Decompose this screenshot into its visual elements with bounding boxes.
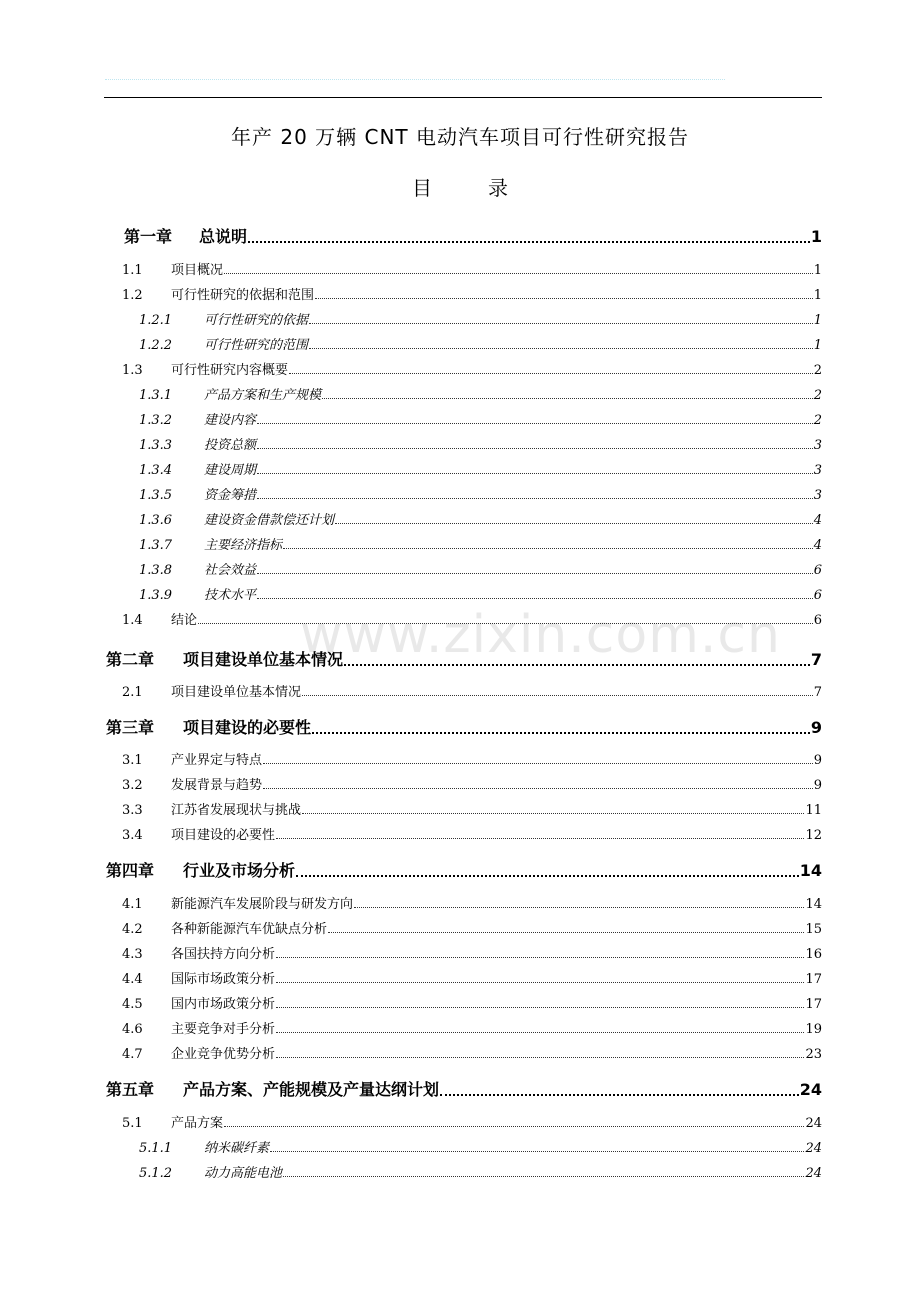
- toc-entry-page: 9: [810, 718, 822, 737]
- toc-entry-number: 1.3.1: [139, 388, 173, 403]
- toc-entry-number: 5.1: [122, 1116, 143, 1131]
- toc-dot-leader: [328, 932, 804, 933]
- toc-entry[interactable]: [122, 1112, 822, 1131]
- toc-entry-title: 产品方案: [171, 1116, 224, 1131]
- toc-entry[interactable]: [139, 1162, 822, 1181]
- toc-entry-title: 主要经济指标: [204, 538, 283, 553]
- toc-dot-leader: [354, 907, 804, 908]
- toc-entry-title: 企业竞争优势分析: [171, 1047, 276, 1062]
- toc-entry[interactable]: [122, 359, 822, 378]
- toc-entry-page: 3: [813, 463, 822, 478]
- toc-dot-leader: [257, 573, 813, 574]
- toc-entry-number: 3.3: [122, 803, 143, 818]
- toc-dot-leader: [270, 1151, 804, 1152]
- toc-dot-leader: [289, 373, 813, 374]
- toc-entry-number: 1.3.4: [139, 463, 173, 478]
- toc-entry-number: 4.1: [122, 897, 143, 912]
- toc-entry-page: 9: [813, 778, 822, 793]
- toc-entry-number: 1.3.9: [139, 588, 173, 603]
- toc-dot-leader: [257, 448, 813, 449]
- toc-entry-title: 投资总额: [204, 438, 257, 453]
- toc-entry-page: 14: [799, 861, 822, 880]
- toc-entry-title: 可行性研究的依据和范围: [171, 288, 315, 303]
- toc-entry[interactable]: [122, 1043, 822, 1062]
- toc-entry-title: 国内市场政策分析: [171, 997, 276, 1012]
- toc-entry-number: 3.1: [122, 753, 143, 768]
- toc-dot-leader: [276, 982, 804, 983]
- toc-entry-number: 第四章: [106, 861, 155, 880]
- toc-entry-title: 新能源汽车发展阶段与研发方向: [171, 897, 354, 912]
- toc-entry-number: 第五章: [106, 1080, 155, 1099]
- toc-entry-title: 产业界定与特点: [171, 753, 263, 768]
- toc-entry-page: 24: [805, 1116, 822, 1131]
- toc-dot-leader: [224, 1126, 804, 1127]
- toc-entry-page: 6: [813, 563, 822, 578]
- toc-entry-page: 1: [813, 338, 822, 353]
- toc-dot-leader: [283, 548, 813, 549]
- toc-entry-page: 7: [813, 685, 822, 700]
- toc-entry-page: 23: [805, 1047, 822, 1062]
- toc-entry-number: 1.2.2: [139, 338, 173, 353]
- toc-dot-leader: [335, 523, 813, 524]
- toc-entry-page: 24: [805, 1141, 822, 1156]
- toc-dot-leader: [257, 473, 813, 474]
- toc-entry[interactable]: [139, 509, 822, 528]
- toc-heading: [0, 172, 920, 201]
- toc-entry[interactable]: [139, 309, 822, 328]
- toc-entry-number: 4.2: [122, 922, 143, 937]
- toc-entry-page: 2: [813, 363, 822, 378]
- toc-entry-page: 19: [805, 1022, 822, 1037]
- toc-entry-number: 1.4: [122, 613, 143, 628]
- toc-heading-left: 目: [412, 176, 432, 200]
- toc-entry[interactable]: [122, 918, 822, 937]
- toc-entry-title: 建设资金借款偿还计划: [204, 513, 335, 528]
- toc-entry-page: 14: [805, 897, 822, 912]
- toc-entry-page: 2: [813, 388, 822, 403]
- toc-entry-number: 2.1: [122, 685, 143, 700]
- toc-dot-leader: [257, 423, 813, 424]
- toc-dot-leader: [322, 398, 813, 399]
- watermark: www.zixin.com.cn: [300, 605, 781, 665]
- toc-entry[interactable]: [139, 1137, 822, 1156]
- toc-entry-page: 17: [805, 972, 822, 987]
- toc-entry-number: 第三章: [106, 718, 155, 737]
- toc-entry-page: 15: [805, 922, 822, 937]
- toc-entry[interactable]: [122, 259, 822, 278]
- toc-entry-title: 国际市场政策分析: [171, 972, 276, 987]
- toc-entry[interactable]: [122, 993, 822, 1012]
- header-dotted-line: [105, 79, 725, 80]
- toc-entry-title: 各种新能源汽车优缺点分析: [171, 922, 328, 937]
- toc-entry-title: 产品方案和生产规模: [204, 388, 322, 403]
- toc-entry-title: 可行性研究内容概要: [171, 363, 289, 378]
- toc-entry-page: 1: [813, 313, 822, 328]
- toc-entry-page: 1: [813, 288, 822, 303]
- toc-entry-page: 4: [813, 513, 822, 528]
- toc-entry-number: 1.2: [122, 288, 143, 303]
- toc-entry-page: 6: [813, 588, 822, 603]
- toc-entry-page: 9: [813, 753, 822, 768]
- toc-dot-leader: [276, 1032, 804, 1033]
- toc-entry-number: 4.5: [122, 997, 143, 1012]
- toc-entry-page: 1: [810, 227, 822, 246]
- toc-dot-leader: [263, 763, 813, 764]
- toc-entry-title: 项目建设单位基本情况: [183, 650, 344, 669]
- toc-entry-number: 4.6: [122, 1022, 143, 1037]
- toc-entry-page: 7: [810, 650, 822, 669]
- toc-heading-right: 录: [488, 176, 508, 200]
- toc-entry[interactable]: [122, 799, 822, 818]
- toc-entry-title: 技术水平: [204, 588, 257, 603]
- toc-entry-number: 1.3: [122, 363, 143, 378]
- toc-chapter-entry[interactable]: [106, 715, 822, 738]
- toc-dot-leader: [440, 1094, 799, 1096]
- toc-entry[interactable]: [139, 459, 822, 478]
- toc-entry[interactable]: [122, 609, 822, 628]
- toc-dot-leader: [276, 957, 804, 958]
- toc-entry-page: 2: [813, 413, 822, 428]
- toc-dot-leader: [263, 788, 813, 789]
- toc-dot-leader: [309, 348, 813, 349]
- toc-entry-page: 24: [805, 1166, 822, 1181]
- toc-entry-number: 5.1.1: [139, 1141, 173, 1156]
- toc-entry-title: 结论: [171, 613, 198, 628]
- toc-entry-number: 1.3.2: [139, 413, 173, 428]
- toc-dot-leader: [302, 695, 813, 696]
- toc-chapter-entry[interactable]: [106, 647, 822, 670]
- toc-dot-leader: [312, 732, 810, 734]
- toc-entry-title: 可行性研究的依据: [204, 313, 309, 328]
- toc-entry-title: 可行性研究的范围: [204, 338, 309, 353]
- toc-entry[interactable]: [139, 434, 822, 453]
- toc-dot-leader: [198, 623, 813, 624]
- toc-chapter-entry[interactable]: [124, 224, 822, 247]
- toc-dot-leader: [315, 298, 813, 299]
- toc-entry-page: 6: [813, 613, 822, 628]
- toc-dot-leader: [248, 241, 810, 243]
- toc-entry-title: 总说明: [199, 227, 248, 246]
- toc-entry[interactable]: [122, 774, 822, 793]
- toc-entry-title: 主要竞争对手分析: [171, 1022, 276, 1037]
- toc-entry-title: 行业及市场分析: [183, 861, 296, 880]
- toc-entry-page: 16: [805, 947, 822, 962]
- toc-dot-leader: [344, 664, 810, 666]
- toc-entry-number: 5.1.2: [139, 1166, 173, 1181]
- toc-entry[interactable]: [122, 943, 822, 962]
- toc-entry[interactable]: [139, 559, 822, 578]
- toc-entry-title: 动力高能电池: [204, 1166, 283, 1181]
- toc-entry[interactable]: [139, 409, 822, 428]
- toc-dot-leader: [257, 498, 813, 499]
- toc-entry-title: 项目建设单位基本情况: [171, 685, 302, 700]
- toc-entry-number: 第二章: [106, 650, 155, 669]
- toc-entry-title: 资金筹措: [204, 488, 257, 503]
- toc-entry-title: 发展背景与趋势: [171, 778, 263, 793]
- toc-entry-number: 4.3: [122, 947, 143, 962]
- toc-entry-number: 1.1: [122, 263, 143, 278]
- toc-entry-page: 4: [813, 538, 822, 553]
- toc-entry[interactable]: [122, 284, 822, 303]
- toc-entry-number: 1.3.5: [139, 488, 173, 503]
- toc-entry[interactable]: [122, 893, 822, 912]
- toc-dot-leader: [309, 323, 813, 324]
- toc-chapter-entry[interactable]: [106, 1077, 822, 1100]
- toc-entry-number: 第一章: [124, 227, 173, 246]
- toc-dot-leader: [276, 1007, 804, 1008]
- toc-entry-page: 3: [813, 488, 822, 503]
- toc-entry-number: 1.3.3: [139, 438, 173, 453]
- toc-entry-title: 社会效益: [204, 563, 257, 578]
- toc-entry-number: 1.2.1: [139, 313, 173, 328]
- toc-entry-number: 4.4: [122, 972, 143, 987]
- toc-entry-title: 项目建设的必要性: [171, 828, 276, 843]
- toc-entry[interactable]: [122, 681, 822, 700]
- toc-entry[interactable]: [139, 334, 822, 353]
- toc-entry-page: 12: [805, 828, 822, 843]
- toc-entry[interactable]: [139, 584, 822, 603]
- toc-entry[interactable]: [139, 534, 822, 553]
- toc-entry-title: 纳米碳纤素: [204, 1141, 270, 1156]
- toc-entry-page: 3: [813, 438, 822, 453]
- toc-dot-leader: [224, 273, 813, 274]
- toc-entry-title: 建设周期: [204, 463, 257, 478]
- toc-entry-number: 1.3.6: [139, 513, 173, 528]
- toc-dot-leader: [276, 1057, 804, 1058]
- toc-entry-title: 项目概况: [171, 263, 224, 278]
- toc-entry-title: 建设内容: [204, 413, 257, 428]
- toc-entry-number: 1.3.8: [139, 563, 173, 578]
- toc-entry-number: 3.4: [122, 828, 143, 843]
- toc-entry-page: 11: [805, 803, 822, 818]
- toc-entry-page: 17: [805, 997, 822, 1012]
- toc-entry[interactable]: [139, 384, 822, 403]
- toc-entry-title: 项目建设的必要性: [183, 718, 312, 737]
- toc-chapter-entry[interactable]: [106, 858, 822, 881]
- toc-entry[interactable]: [139, 484, 822, 503]
- toc-entry-title: 产品方案、产能规模及产量达纲计划: [183, 1080, 440, 1099]
- toc-entry[interactable]: [122, 824, 822, 843]
- toc-dot-leader: [276, 838, 804, 839]
- toc-entry-page: 24: [799, 1080, 822, 1099]
- header-rule: [104, 97, 822, 98]
- toc-entry-number: 1.3.7: [139, 538, 173, 553]
- toc-dot-leader: [296, 875, 799, 877]
- toc-dot-leader: [302, 813, 804, 814]
- document-title: 年产 20 万辆 CNT 电动汽车项目可行性研究报告: [230, 125, 690, 149]
- toc-entry-page: 1: [813, 263, 822, 278]
- toc-entry[interactable]: [122, 968, 822, 987]
- toc-entry-title: 江苏省发展现状与挑战: [171, 803, 302, 818]
- toc-dot-leader: [257, 598, 813, 599]
- toc-entry-number: 3.2: [122, 778, 143, 793]
- toc-dot-leader: [283, 1176, 804, 1177]
- toc-entry[interactable]: [122, 1018, 822, 1037]
- toc-entry-title: 各国扶持方向分析: [171, 947, 276, 962]
- toc-entry-number: 4.7: [122, 1047, 143, 1062]
- toc-entry[interactable]: [122, 749, 822, 768]
